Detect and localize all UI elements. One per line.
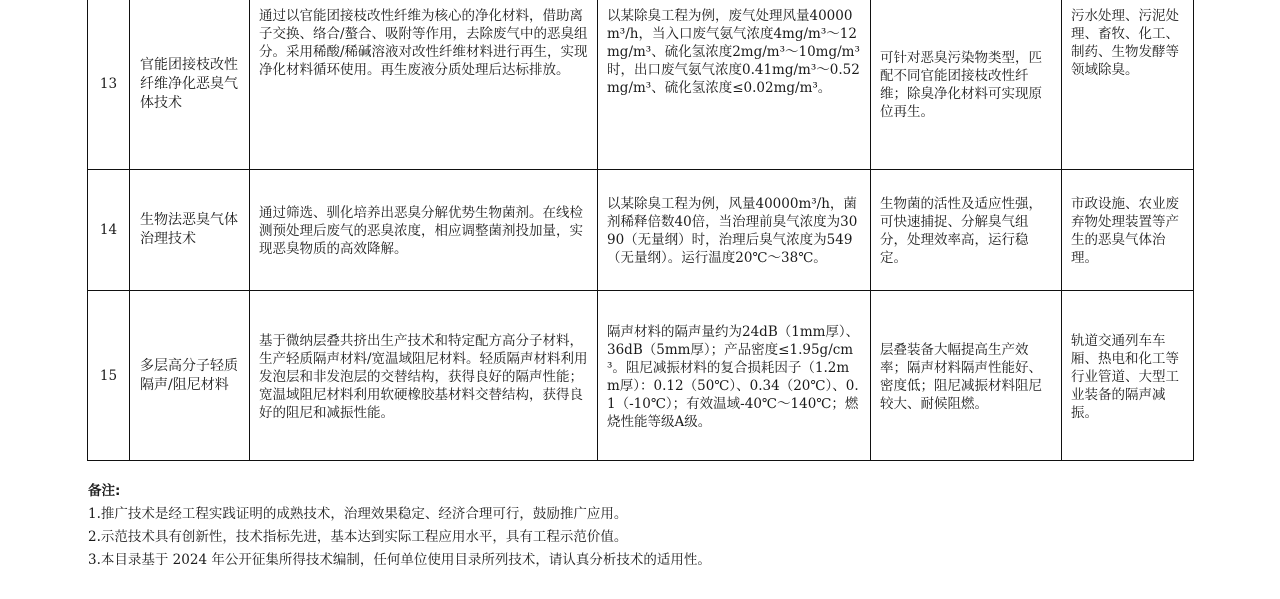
table-row <box>88 291 1194 461</box>
technology-catalog-table <box>87 0 1194 461</box>
application-scope: 市政设施、农业废弃物处理装置等产生的恶臭气体治理。 <box>1062 170 1194 291</box>
technology-name: 多层高分子轻质隔声/阻尼材料 <box>130 291 250 461</box>
technology-name: 生物法恶臭气体治理技术 <box>130 170 250 291</box>
technology-indicators: 以某除臭工程为例，风量40000m³/h，菌剂稀释倍数40倍，当治理前臭气浓度为3090（无量纲）时，治理后臭气浓度为549（无量纲）。运行温度20℃～38℃。 <box>598 170 871 291</box>
notes-heading: 备注: <box>88 483 121 499</box>
row-number: 15 <box>88 291 130 461</box>
row-number: 13 <box>88 0 130 170</box>
application-scope: 污水处理、污泥处理、畜牧、化工、制药、生物发酵等领域除臭。 <box>1062 0 1194 170</box>
technology-features: 层叠装备大幅提高生产效率；隔声材料隔声性能好、密度低；阻尼减振材料阻尼较大、耐候阻燃。 <box>871 291 1062 461</box>
technology-indicators: 隔声材料的隔声量约为24dB（1mm厚）、36dB（5mm厚）；产品密度≤1.95g/cm³。阻尼减振材料的复合损耗因子（1.2mm厚）：0.12（50℃）、0.34（20℃）、0.1（-10℃）；有效温域-40℃～140℃；燃烧性能等级A级。 <box>598 291 871 461</box>
note-item: 1.推广技术是经工程实践证明的成熟技术，治理效果稳定、经济合理可行，鼓励推广应用。 <box>88 506 628 522</box>
note-item: 2.示范技术具有创新性，技术指标先进，基本达到实际工程应用水平，具有工程示范价值。 <box>88 529 628 545</box>
technology-features: 生物菌的活性及适应性强，可快速捕捉、分解臭气组分，处理效率高，运行稳定。 <box>871 170 1062 291</box>
table-row <box>88 0 1194 170</box>
technology-name: 官能团接枝改性纤维净化恶臭气体技术 <box>130 0 250 170</box>
technology-indicators: 以某除臭工程为例，废气处理风量40000m³/h，当入口废气氨气浓度4mg/m³～12mg/m³、硫化氢浓度2mg/m³～10mg/m³时，出口废气氨气浓度0.41mg/m³～0.52mg/m³、硫化氢浓度≤0.02mg/m³。 <box>598 0 871 170</box>
technology-content: 基于微纳层叠共挤出生产技术和特定配方高分子材料，生产轻质隔声材料/宽温域阻尼材料。轻质隔声材料利用发泡层和非发泡层的交替结构，获得良好的隔声性能；宽温域阻尼材料利用软硬橡胶基材料交替结构，获得良好的阻尼和减振性能。 <box>250 291 598 461</box>
technology-content: 通过筛选、驯化培养出恶臭分解优势生物菌剂。在线检测预处理后废气的恶臭浓度，相应调整菌剂投加量，实现恶臭物质的高效降解。 <box>250 170 598 291</box>
technology-content: 通过以官能团接枝改性纤维为核心的净化材料，借助离子交换、络合/螯合、吸附等作用，去除废气中的恶臭组分。采用稀酸/稀碱溶液对改性纤维材料进行再生，实现净化材料循环使用。再生废液分质处理后达标排放。 <box>250 0 598 170</box>
technology-features: 可针对恶臭污染物类型，匹配不同官能团接枝改性纤维；除臭净化材料可实现原位再生。 <box>871 0 1062 170</box>
row-number: 14 <box>88 170 130 291</box>
table-row <box>88 170 1194 291</box>
note-item: 3.本目录基于 2024 年公开征集所得技术编制，任何单位使用目录所列技术，请认真分析技术的适用性。 <box>88 552 711 568</box>
notes-section <box>88 480 1188 572</box>
application-scope: 轨道交通列车车厢、热电和化工等行业管道、大型工业装备的隔声减振。 <box>1062 291 1194 461</box>
